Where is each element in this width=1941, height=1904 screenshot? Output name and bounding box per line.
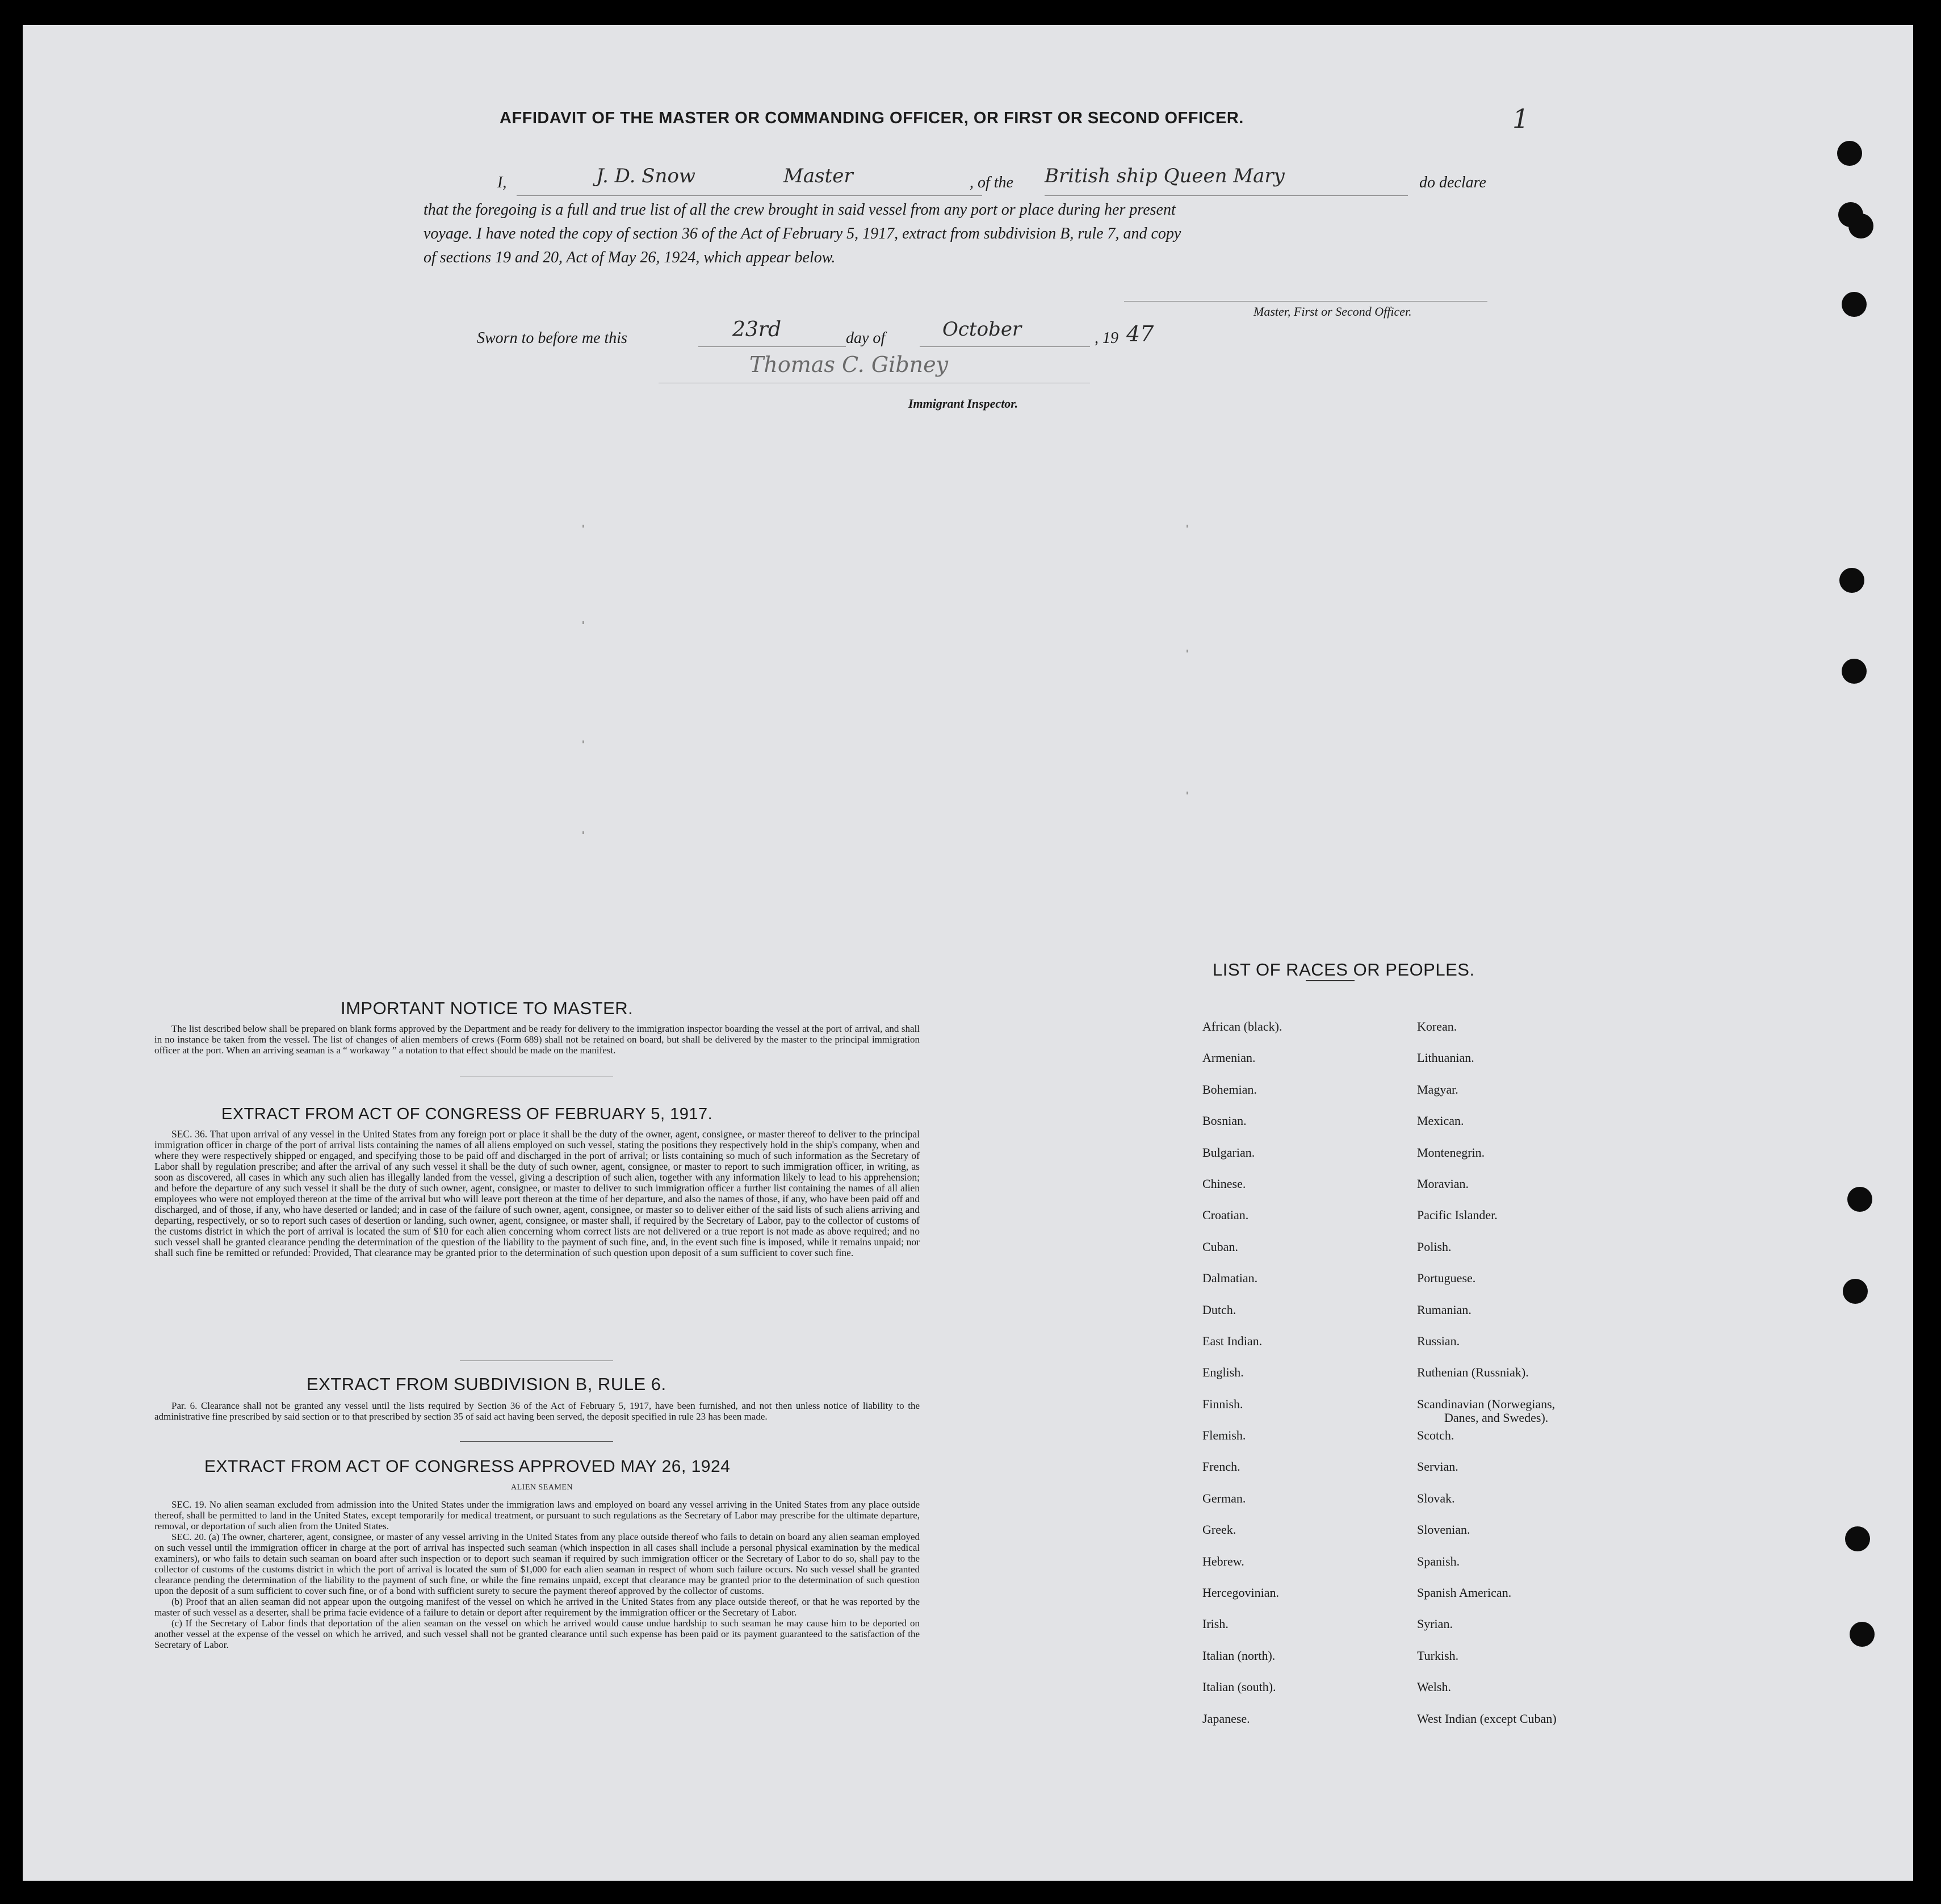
race-item: Cuban.: [1202, 1239, 1238, 1254]
punch-hole: [1837, 141, 1862, 166]
race-item: Italian (north).: [1202, 1648, 1276, 1663]
race-item: English.: [1202, 1365, 1244, 1380]
race-item: Greek.: [1202, 1522, 1236, 1537]
inspector-signature: Thomas C. Gibney: [749, 352, 949, 377]
race-item: Pacific Islander.: [1417, 1208, 1498, 1223]
grid-tick: [1187, 650, 1188, 652]
master-signature-line: [1124, 301, 1487, 302]
race-item: Chinese.: [1202, 1176, 1246, 1191]
race-item: Finnish.: [1202, 1396, 1243, 1411]
punch-hole: [1839, 568, 1864, 593]
grid-tick: [582, 621, 584, 624]
race-item: Armenian.: [1202, 1051, 1256, 1065]
race-item: Bulgarian.: [1202, 1145, 1255, 1160]
notice-text: The list described below shall be prepared on blank forms approved by the Department and be ready for delivery to the immigration inspector boarding the vessel at the port of arrival, and shall in no instance be taken from the vessel. The list of changes of alien members of crews (Form 689) shall not be retained on board, but shall be delivered by the master to the principal immigration officer at the port. When an arriving seaman is a “ workaway ” a notation to that effect should be made on the manifest.: [154, 1023, 920, 1056]
race-item: Spanish.: [1417, 1554, 1460, 1568]
punch-hole: [1843, 1279, 1868, 1304]
race-item: Montenegrin.: [1417, 1145, 1485, 1160]
race-item: Flemish.: [1202, 1428, 1246, 1443]
inspector-caption: Immigrant Inspector.: [908, 396, 1018, 411]
race-item: Hercegovinian.: [1202, 1585, 1279, 1600]
race-item: Russian.: [1417, 1333, 1460, 1348]
races-heading-underline: [1306, 980, 1355, 981]
race-item: German.: [1202, 1491, 1246, 1505]
race-item: Dalmatian.: [1202, 1271, 1258, 1286]
subdivision-b-heading: EXTRACT FROM SUBDIVISION B, RULE 6.: [307, 1374, 666, 1394]
filled-master-name: J. D. Snow: [596, 165, 696, 187]
race-item: Irish.: [1202, 1617, 1229, 1631]
section-20c-text: (c) If the Secretary of Labor finds that deportation of the alien seaman on the vessel on which he arrived would cause undue hardship to such seaman he may cause him to be deported on another vessel at the expense of the vessel on which he arrived, and such vessel shall not be granted clearance until such expense has been paid or its payment guaranteed to the satisfaction of the Secretary of Labor.: [154, 1618, 920, 1650]
vessel-underline: [1045, 195, 1408, 196]
notice-heading: IMPORTANT NOTICE TO MASTER.: [341, 998, 634, 1018]
races-left-column: [1202, 1020, 1282, 1743]
race-item: East Indian.: [1202, 1333, 1263, 1348]
race-item: Mexican.: [1417, 1114, 1464, 1128]
race-item: Syrian.: [1417, 1617, 1453, 1631]
race-item: Korean.: [1417, 1019, 1457, 1033]
extract-1917-block: [154, 1129, 920, 1258]
filled-rank: Master: [783, 165, 853, 187]
affidavit-lead: I,: [497, 174, 507, 191]
race-item: Turkish.: [1417, 1648, 1459, 1663]
section-19-text: SEC. 19. No alien seaman excluded from admission into the United States under the immigration laws and employed on board any vessel arriving in the United States from any place outside thereof, shall be permitted to land in the United States, except temporarily for medical treatment, or pursuant to such regulations as the Secretary of Labor may prescribe for the ultimate departure, removal, or deportation of such alien from the United States.: [154, 1499, 920, 1531]
punch-hole: [1845, 1526, 1870, 1551]
race-item: Croatian.: [1202, 1208, 1249, 1223]
extract-1924-block: [154, 1499, 920, 1650]
grid-tick: [582, 525, 584, 528]
filled-month: October: [942, 318, 1022, 341]
punch-hole: [1848, 214, 1873, 238]
punch-hole: [1850, 1622, 1875, 1647]
affidavit-body-line-2: voyage. I have noted the copy of section 36 of the Act of February 5, 1917, extract from subdivision B, rule 7, and copy: [424, 225, 1181, 242]
grid-tick: [582, 831, 584, 834]
day-of-label: day of: [846, 329, 886, 347]
race-item: Italian (south).: [1202, 1680, 1276, 1694]
alien-seamen-subheading: ALIEN SEAMEN: [511, 1483, 573, 1492]
of-the-label: , of the: [970, 174, 1013, 191]
races-right-column: [1417, 1020, 1557, 1743]
section-20a-text: SEC. 20. (a) The owner, charterer, agent, consignee, or master of any vessel arriving in the United States from any place outside thereof who fails to detain on board any alien seaman employed on such vessel until the immigration officer in charge at the port of arrival has inspected such seaman (which inspection in all cases shall include a personal physical examination by the medical examiners), or who fails to detain such seaman on board after such inspection or to deport such seaman if required by such immigration officer or the Secretary of Labor to do so, shall pay to the collector of customs of the customs district in which the port of arrival is located the sum of $1,000 for each alien seaman in respect of whom such failure occurs. No such vessel shall be granted clearance pending the determination of the liability to the payment of such fine, or while the fine remains unpaid, except that clearance may be granted prior to the determination of such question upon the deposit of a sum sufficient to cover such fine, or of a bond with sufficient surety to secure the payment thereof approved by the collector of customs.: [154, 1531, 920, 1596]
extract-1917-heading: EXTRACT FROM ACT OF CONGRESS OF FEBRUARY 5, 1917.: [221, 1105, 713, 1123]
race-item: Ruthenian (Russniak).: [1417, 1365, 1529, 1380]
races-list: [1202, 1020, 1713, 1758]
section-divider: [460, 1441, 613, 1442]
filled-year: 47: [1126, 321, 1154, 346]
race-item: Lithuanian.: [1417, 1051, 1474, 1065]
affidavit-body-line-1: that the foregoing is a full and true list of all the crew brought in said vessel from any port or place during her present: [424, 201, 1176, 219]
do-declare-label: do declare: [1419, 174, 1486, 191]
race-item: Polish.: [1417, 1239, 1452, 1254]
filled-vessel-name: British ship Queen Mary: [1045, 165, 1285, 187]
page-number-mark: 1: [1512, 103, 1529, 134]
race-item: Moravian.: [1417, 1176, 1469, 1191]
punch-hole: [1842, 292, 1867, 317]
year-prefix: , 19: [1095, 329, 1118, 347]
subdivision-b-text: Par. 6. Clearance shall not be granted any vessel until the lists required by Section 36 of the Act of February 5, 1917, have been furnished, and not then unless notice of liability to the administrative fine prescribed by said section or to that prescribed by section 35 of said act having been served, the deposit specified in rule 23 has been made.: [154, 1400, 920, 1422]
extract-1917-text: SEC. 36. That upon arrival of any vessel in the United States from any foreign port or place it shall be the duty of the owner, agent, consignee, or master thereof to deliver to the principal immigration officer in charge of the port of arrival lists containing the names of all aliens employed on such vessel, stating the positions they respectively hold in the ship's company, when and where they were respectively shipped or engaged, and specifying those to be paid off and discharged in the port of arrival; or lists containing so much of such information as the Secretary of Labor shall by regulation prescribe; and after the arrival of any such vessel it shall be the duty of such owner, agent, consignee, or master to report to such immigration officer, in writing, as soon as discovered, all cases in which any such alien has illegally landed from the vessel, giving a description of such alien, together with any information likely to lead to his apprehension; and before the departure of any such vessel it shall be the duty of such owner, agent, consignee, or master to deliver to such immigration officer a further list containing the names of all alien employees who were not employed thereon at the time of the arrival but who will leave port thereon at the time of her departure, and also the names of those, if any, who have been paid off and discharged, and of those, if any, who have deserted or landed; and in case of the failure of such owner, agent, consignee, or master so to deliver either of the said lists of such aliens arriving and departing, respectively, or so to report such cases of desertion or landing, such owner, agent, consignee, or master shall, if required by the Secretary of Labor, pay to the collector of customs of the customs district in which the port of arrival is located the sum of $10 for each alien concerning whom correct lists are not delivered or a true report is not made as above required; and no such vessel shall be granted clearance pending the determination of the question of the liability to the payment of such fine, and, in the event such fine is imposed, while it remains unpaid; nor shall such fine be remitted or refunded: Provided, That clearance may be granted prior to the determination of such question upon deposit of a sum sufficient to cover such fine.: [154, 1128, 920, 1258]
grid-tick: [1187, 792, 1188, 794]
affidavit-heading: AFFIDAVIT OF THE MASTER OR COMMANDING OFFICER, OR FIRST OR SECOND OFFICER.: [500, 109, 1244, 127]
punch-hole: [1847, 1187, 1872, 1212]
race-item: Servian.: [1417, 1459, 1458, 1474]
section-20b-text: (b) Proof that an alien seaman did not appear upon the outgoing manifest of the vessel on which he arrived in the United States from any place outside thereof, or that he was reported by the master of such vessel as a deserter, shall be prima facie evidence of a failure to detain or deport after requirement by the immigration officer or the Secretary of Labor.: [154, 1596, 920, 1618]
race-item: Welsh.: [1417, 1680, 1451, 1694]
sworn-label: Sworn to before me this: [477, 329, 627, 347]
race-item-continuation: Danes, and Swedes).: [1444, 1410, 1549, 1425]
punch-hole: [1842, 659, 1867, 684]
subdivision-b-block: [154, 1400, 920, 1422]
name-underline: [517, 195, 982, 196]
affidavit-body-line-3: of sections 19 and 20, Act of May 26, 1924, which appear below.: [424, 249, 836, 266]
race-item: Portuguese.: [1417, 1271, 1476, 1286]
race-item: French.: [1202, 1459, 1240, 1474]
race-item: Magyar.: [1417, 1082, 1458, 1097]
race-item: Hebrew.: [1202, 1554, 1244, 1568]
filled-day: 23rd: [732, 318, 782, 341]
race-item: Dutch.: [1202, 1302, 1236, 1317]
race-item: Bohemian.: [1202, 1082, 1257, 1097]
race-item: Slovak.: [1417, 1491, 1455, 1505]
grid-tick: [1187, 525, 1188, 528]
race-item: West Indian (except Cuban): [1417, 1711, 1557, 1726]
month-underline: [920, 346, 1090, 347]
extract-1924-heading: EXTRACT FROM ACT OF CONGRESS APPROVED MAY 26, 1924: [204, 1457, 731, 1476]
race-item: Scandinavian (Norwegians,: [1417, 1396, 1556, 1411]
day-underline: [698, 346, 846, 347]
notice-block: [154, 1023, 920, 1056]
grid-tick: [582, 740, 584, 743]
race-item: Scotch.: [1417, 1428, 1454, 1443]
race-item: Japanese.: [1202, 1711, 1250, 1726]
master-signature-caption: Master, First or Second Officer.: [1254, 304, 1412, 319]
races-heading: LIST OF RACES OR PEOPLES.: [1213, 960, 1475, 980]
race-item: Bosnian.: [1202, 1114, 1247, 1128]
race-item: Rumanian.: [1417, 1302, 1472, 1317]
race-item: African (black).: [1202, 1019, 1282, 1033]
document-sheet: [23, 25, 1913, 1881]
race-item: Spanish American.: [1417, 1585, 1512, 1600]
race-item: Slovenian.: [1417, 1522, 1470, 1537]
